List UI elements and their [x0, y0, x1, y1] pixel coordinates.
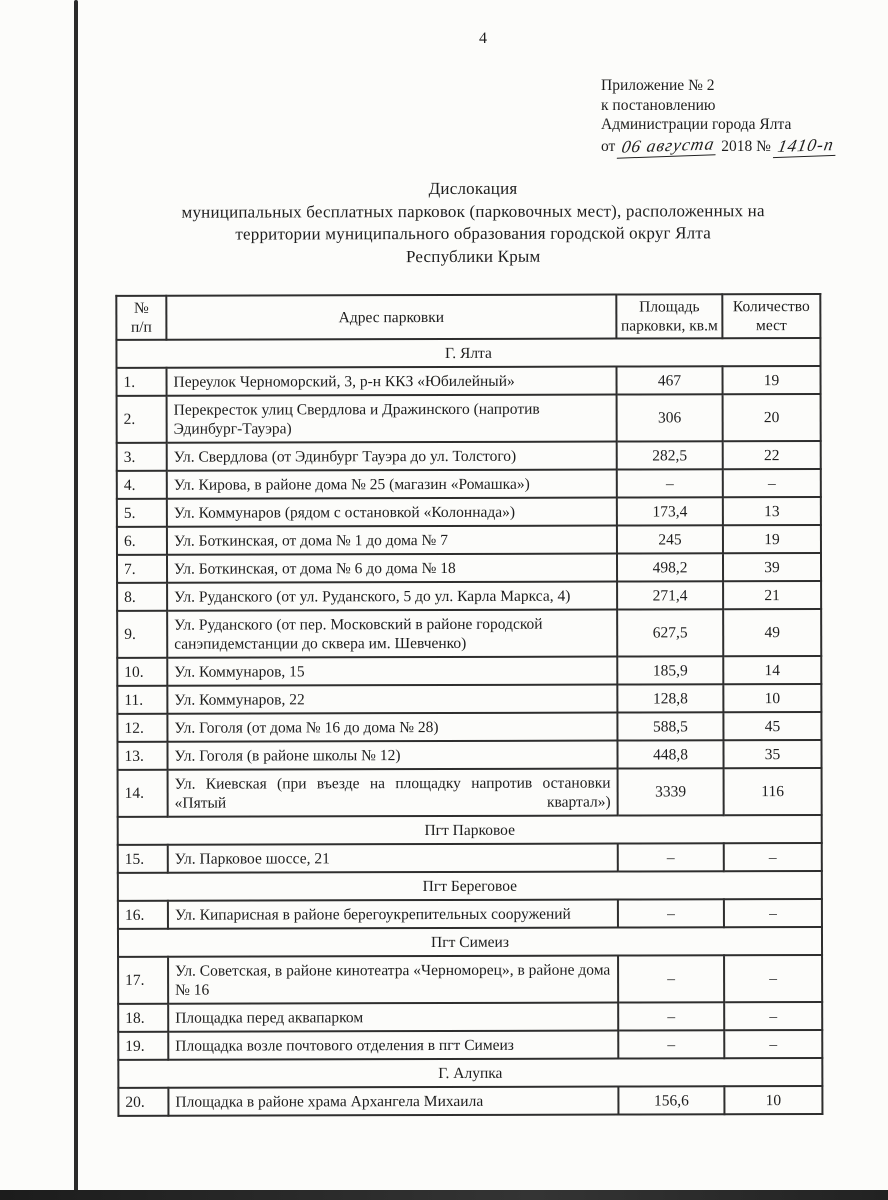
title-line: Республики Крым — [405, 246, 541, 266]
section-title: Пгт Парковое — [118, 815, 822, 845]
title-line: Дислокация — [428, 178, 518, 199]
section-title: Г. Алупка — [118, 1058, 822, 1088]
parking-table — [115, 293, 823, 1117]
section-row — [118, 927, 822, 957]
cell-addr: Ул. Коммунаров, 22 — [167, 685, 617, 714]
cell-places: 19 — [722, 366, 820, 394]
table-row — [117, 609, 821, 658]
cell-addr: Ул. Кипарисная в районе берегоукрепительных сооружений — [168, 900, 618, 929]
cell-area: 271,4 — [617, 581, 723, 609]
cell-num: 11. — [117, 686, 167, 714]
cell-num: 4. — [117, 471, 167, 499]
cell-num: 20. — [118, 1088, 168, 1116]
cell-places: – — [723, 469, 821, 497]
cell-places: 22 — [723, 441, 821, 469]
table-row — [117, 497, 821, 527]
table-row — [117, 366, 821, 396]
table-row — [117, 441, 821, 471]
cell-area: 173,4 — [617, 497, 723, 525]
table-row — [118, 955, 822, 1004]
table-row — [117, 684, 821, 714]
cell-addr: Площадка перед аквапарком — [168, 1003, 618, 1032]
cell-num: 15. — [118, 845, 168, 873]
scan-edge-bottom — [0, 1190, 888, 1200]
cell-places: – — [724, 843, 822, 871]
table-row — [117, 740, 821, 770]
cell-area: – — [618, 955, 724, 1002]
cell-area: – — [618, 843, 724, 871]
cell-num: 3. — [117, 443, 167, 471]
cell-area: 448,8 — [617, 740, 723, 768]
cell-places: 49 — [723, 609, 821, 656]
table-row — [118, 768, 822, 817]
cell-area: 306 — [617, 394, 723, 441]
date-prefix: от — [601, 137, 616, 155]
cell-addr: Ул. Коммунаров, 15 — [167, 657, 617, 686]
cell-places: – — [724, 899, 822, 927]
cell-num: 1. — [117, 368, 167, 396]
cell-num: 16. — [118, 901, 168, 929]
cell-addr: Ул. Руданского (от ул. Руданского, 5 до ул. Карла Маркса, 4) — [167, 582, 617, 611]
section-row — [118, 871, 822, 901]
section-row — [118, 1058, 822, 1088]
cell-num: 5. — [117, 499, 167, 527]
cell-area: 245 — [617, 525, 723, 553]
cell-places: 39 — [723, 553, 821, 581]
cell-num: 18. — [118, 1004, 168, 1032]
cell-addr: Ул. Боткинская, от дома № 1 до дома № 7 — [167, 526, 617, 555]
table-row — [117, 394, 821, 443]
cell-addr: Ул. Парковое шоссе, 21 — [168, 844, 618, 873]
section-row — [118, 815, 822, 845]
cell-addr: Ул. Советская, в районе кинотеатра «Черноморец», в районе дома № 16 — [168, 956, 618, 1004]
table-row — [117, 553, 821, 583]
cell-places: 10 — [724, 1086, 822, 1114]
cell-area: 156,6 — [618, 1086, 724, 1114]
cell-area: – — [618, 1030, 724, 1058]
cell-places: 14 — [723, 656, 821, 684]
table-row — [118, 899, 822, 929]
cell-places: – — [724, 1002, 822, 1030]
title-line: муниципальных бесплатных парковок (парковочных мест), расположенных на — [181, 200, 765, 222]
cell-addr: Перекресток улиц Свердлова и Дражинского (напротив Эдинбург-Тауэра) — [167, 395, 617, 443]
cell-num: 6. — [117, 527, 167, 555]
cell-addr: Ул. Киевская (при въезде на площадку напротив остановки «Пятый квартал») — [168, 769, 618, 817]
cell-num: 17. — [118, 957, 168, 1004]
cell-num: 2. — [117, 396, 167, 443]
cell-places: 10 — [723, 684, 821, 712]
cell-num: 7. — [117, 555, 167, 583]
table-row — [118, 1002, 822, 1032]
header-area: Площадь парковки, кв.м — [616, 294, 722, 338]
cell-addr: Ул. Руданского (от пер. Московский в районе городской санэпидемстанции до сквера им. Шевченко) — [167, 610, 617, 658]
cell-area: 627,5 — [617, 609, 723, 656]
cell-num: 8. — [117, 583, 167, 611]
appendix-line: к постановлению — [601, 96, 716, 114]
table-row — [117, 656, 821, 686]
table-row — [117, 712, 821, 742]
header-num: № п/п — [116, 296, 166, 340]
cell-places: 20 — [723, 394, 821, 441]
section-row — [116, 338, 820, 368]
header-row — [116, 294, 820, 340]
table-row — [118, 1086, 822, 1116]
cell-addr: Ул. Коммунаров (рядом с остановкой «Колоннада») — [167, 498, 617, 527]
cell-num: 14. — [118, 770, 168, 817]
cell-area: – — [618, 899, 724, 927]
cell-places: 35 — [723, 740, 821, 768]
cell-addr: Переулок Черноморский, 3, р-н ККЗ «Юбилейный» — [167, 367, 617, 396]
cell-num: 12. — [117, 714, 167, 742]
cell-places: 19 — [723, 525, 821, 553]
cell-addr: Ул. Кирова, в районе дома № 25 (магазин «Ромашка») — [167, 470, 617, 499]
cell-places: – — [724, 955, 822, 1002]
cell-places: 21 — [723, 581, 821, 609]
cell-area: 185,9 — [617, 656, 723, 684]
table-row — [117, 581, 821, 611]
cell-area: 467 — [616, 366, 722, 394]
handwritten-date: 06 августа — [617, 134, 719, 158]
cell-addr: Ул. Свердлова (от Эдинбург Тауэра до ул. Толстого) — [167, 442, 617, 471]
cell-addr: Ул. Гоголя (от дома № 16 до дома № 28) — [167, 713, 617, 742]
cell-addr: Площадка в районе храма Архангела Михаила — [168, 1087, 618, 1116]
cell-area: 3339 — [618, 768, 724, 815]
document-title — [69, 177, 877, 269]
cell-places: 116 — [724, 768, 822, 815]
cell-num: 19. — [118, 1032, 168, 1060]
table-row — [118, 843, 822, 873]
table-row — [118, 1030, 822, 1060]
section-title: Пгт Симеиз — [118, 927, 822, 957]
title-line: территории муниципального образования городской округ Ялта — [235, 223, 711, 244]
cell-num: 9. — [117, 611, 167, 658]
cell-places: – — [724, 1030, 822, 1058]
cell-places: 45 — [723, 712, 821, 740]
handwritten-number: 1410-п — [773, 134, 839, 157]
section-title: Пгт Береговое — [118, 871, 822, 901]
cell-area: 128,8 — [617, 684, 723, 712]
appendix-line: Приложение № 2 — [601, 77, 715, 94]
table-row — [117, 525, 821, 555]
table-row — [117, 469, 821, 499]
cell-area: 498,2 — [617, 553, 723, 581]
table-body — [116, 338, 822, 1116]
page-number: 4 — [479, 30, 487, 47]
header-address: Адрес парковки — [166, 295, 616, 340]
cell-places: 13 — [723, 497, 821, 525]
cell-area: 282,5 — [617, 441, 723, 469]
cell-num: 10. — [117, 658, 167, 686]
cell-addr: Ул. Боткинская, от дома № 6 до дома № 18 — [167, 554, 617, 583]
cell-addr: Ул. Гоголя (в районе школы № 12) — [167, 741, 617, 770]
cell-num: 13. — [117, 742, 167, 770]
cell-addr: Площадка возле почтового отделения в пгт Симеиз — [168, 1031, 618, 1060]
cell-area: – — [618, 1002, 724, 1030]
header-places: Количество мест — [722, 294, 820, 338]
appendix-line: Администрации города Ялта — [601, 116, 792, 133]
table-header — [116, 294, 820, 340]
cell-area: – — [617, 469, 723, 497]
cell-area: 588,5 — [617, 712, 723, 740]
section-title: Г. Ялта — [116, 338, 820, 368]
date-middle: 2018 № — [721, 137, 771, 155]
